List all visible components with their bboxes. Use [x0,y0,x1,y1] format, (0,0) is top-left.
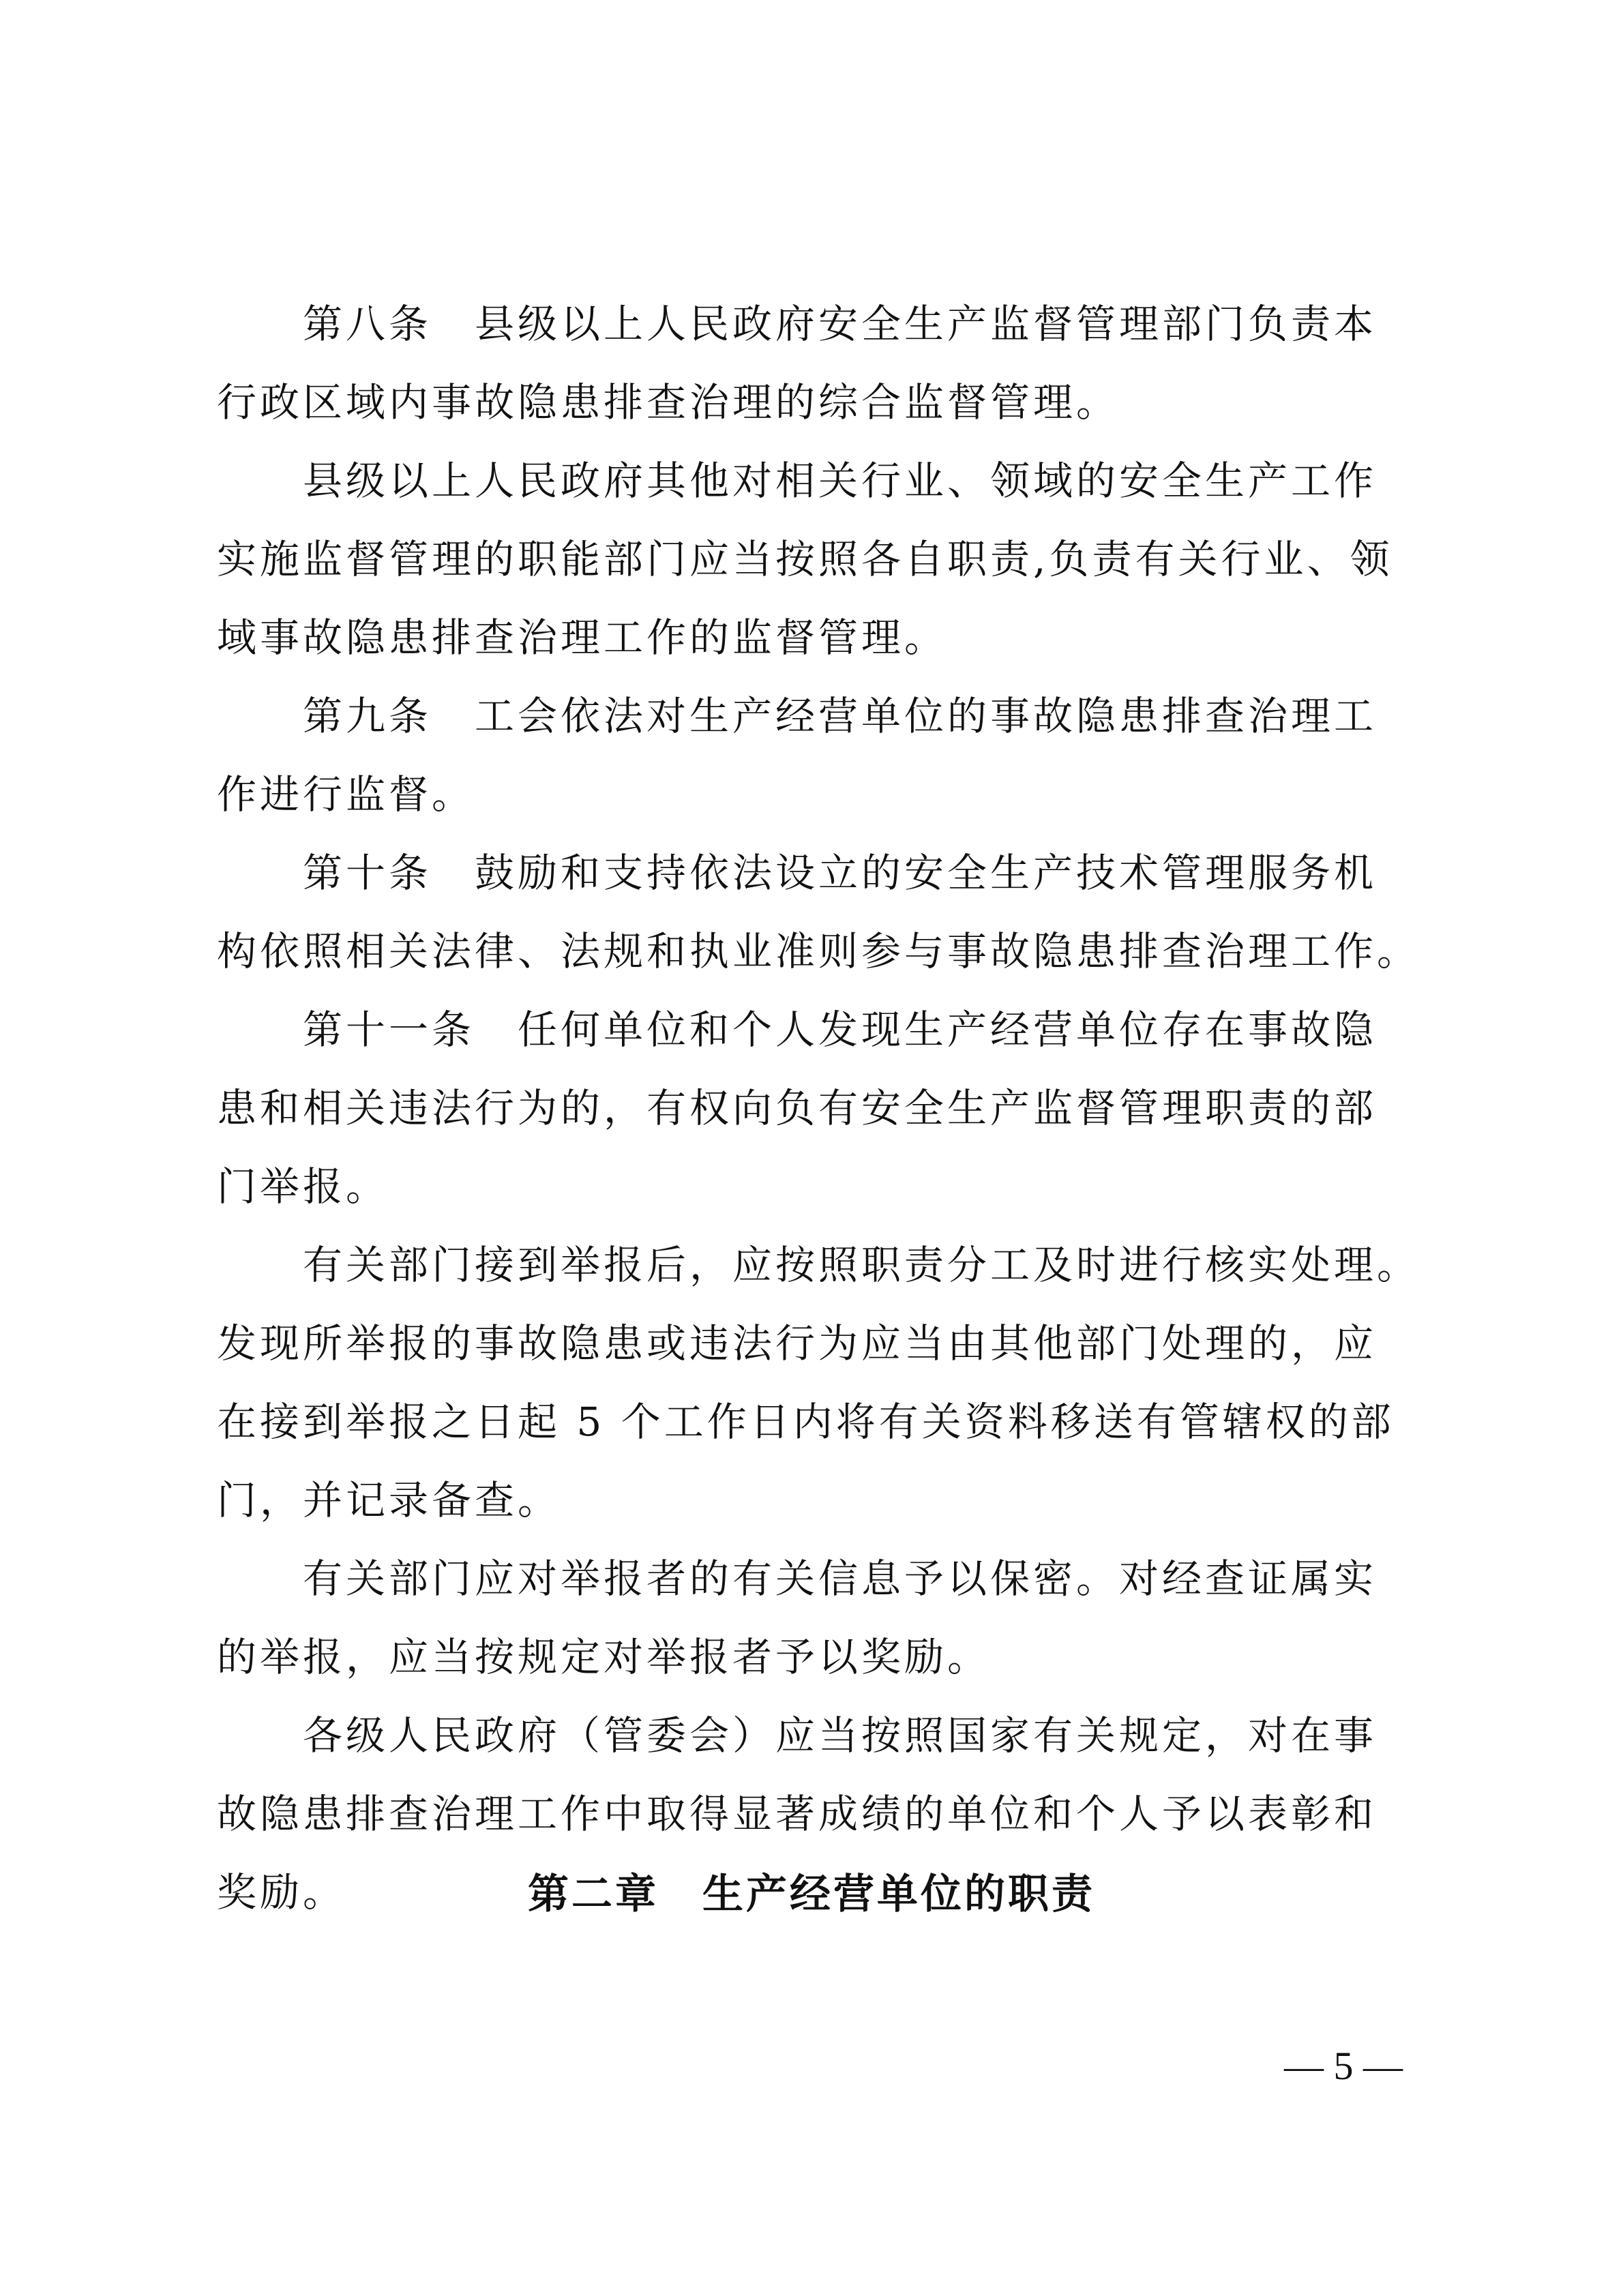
text-line: 作进行监督。 [217,771,475,818]
body-text [217,285,1420,1932]
text-line: 有关部门应对举报者的有关信息予以保密。对经查证属实 [303,1555,1378,1602]
text-line: 患和相关违法行为的，有权向负有安全生产监督管理职责的部 [217,1085,1378,1131]
text-line: 在接到举报之日起 5 个工作日内将有关资料移送有管辖权的部 [217,1399,1395,1445]
text-line: 门，并记录备查。 [217,1477,561,1523]
text-line: 各级人民政府（管委会）应当按照国家有关规定，对在事 [303,1712,1378,1759]
text-line: 域事故隐患排查治理工作的监督管理。 [217,614,948,661]
text-line: 门举报。 [217,1163,389,1210]
chapter-heading: 第二章 生产经营单位的职责 [528,1870,1095,1918]
text-line: 发现所举报的事故隐患或违法行为应当由其他部门处理的，应 [217,1320,1378,1367]
text-line: 故隐患排查治理工作中取得显著成绩的单位和个人予以表彰和 [217,1791,1378,1837]
text-line: 第九条 工会依法对生产经营单位的事故隐患排查治理工 [303,693,1378,739]
text-line: 有关部门接到举报后，应按照职责分工及时进行核实处理。 [303,1242,1420,1288]
text-line: 实施监督管理的职能部门应当按照各自职责,负责有关行业、领 [217,536,1393,582]
text-line: 第十条 鼓励和支持依法设立的安全生产技术管理服务机 [303,850,1378,896]
text-line: 行政区域内事故隐患排查治理的综合监督管理。 [217,379,1120,426]
text-line: 的举报，应当按规定对举报者予以奖励。 [217,1634,991,1680]
text-line: 奖励。 [217,1869,346,1915]
text-line: 构依照相关法律、法规和执业准则参与事故隐患排查治理工作。 [217,928,1420,974]
text-line: 县级以上人民政府其他对相关行业、领域的安全生产工作 [303,458,1378,504]
page-number: — 5 — [1284,2044,1403,2088]
text-line: 第八条 县级以上人民政府安全生产监督管理部门负责本 [303,301,1378,347]
text-line: 第十一条 任何单位和个人发现生产经营单位存在事故隐 [303,1007,1378,1053]
